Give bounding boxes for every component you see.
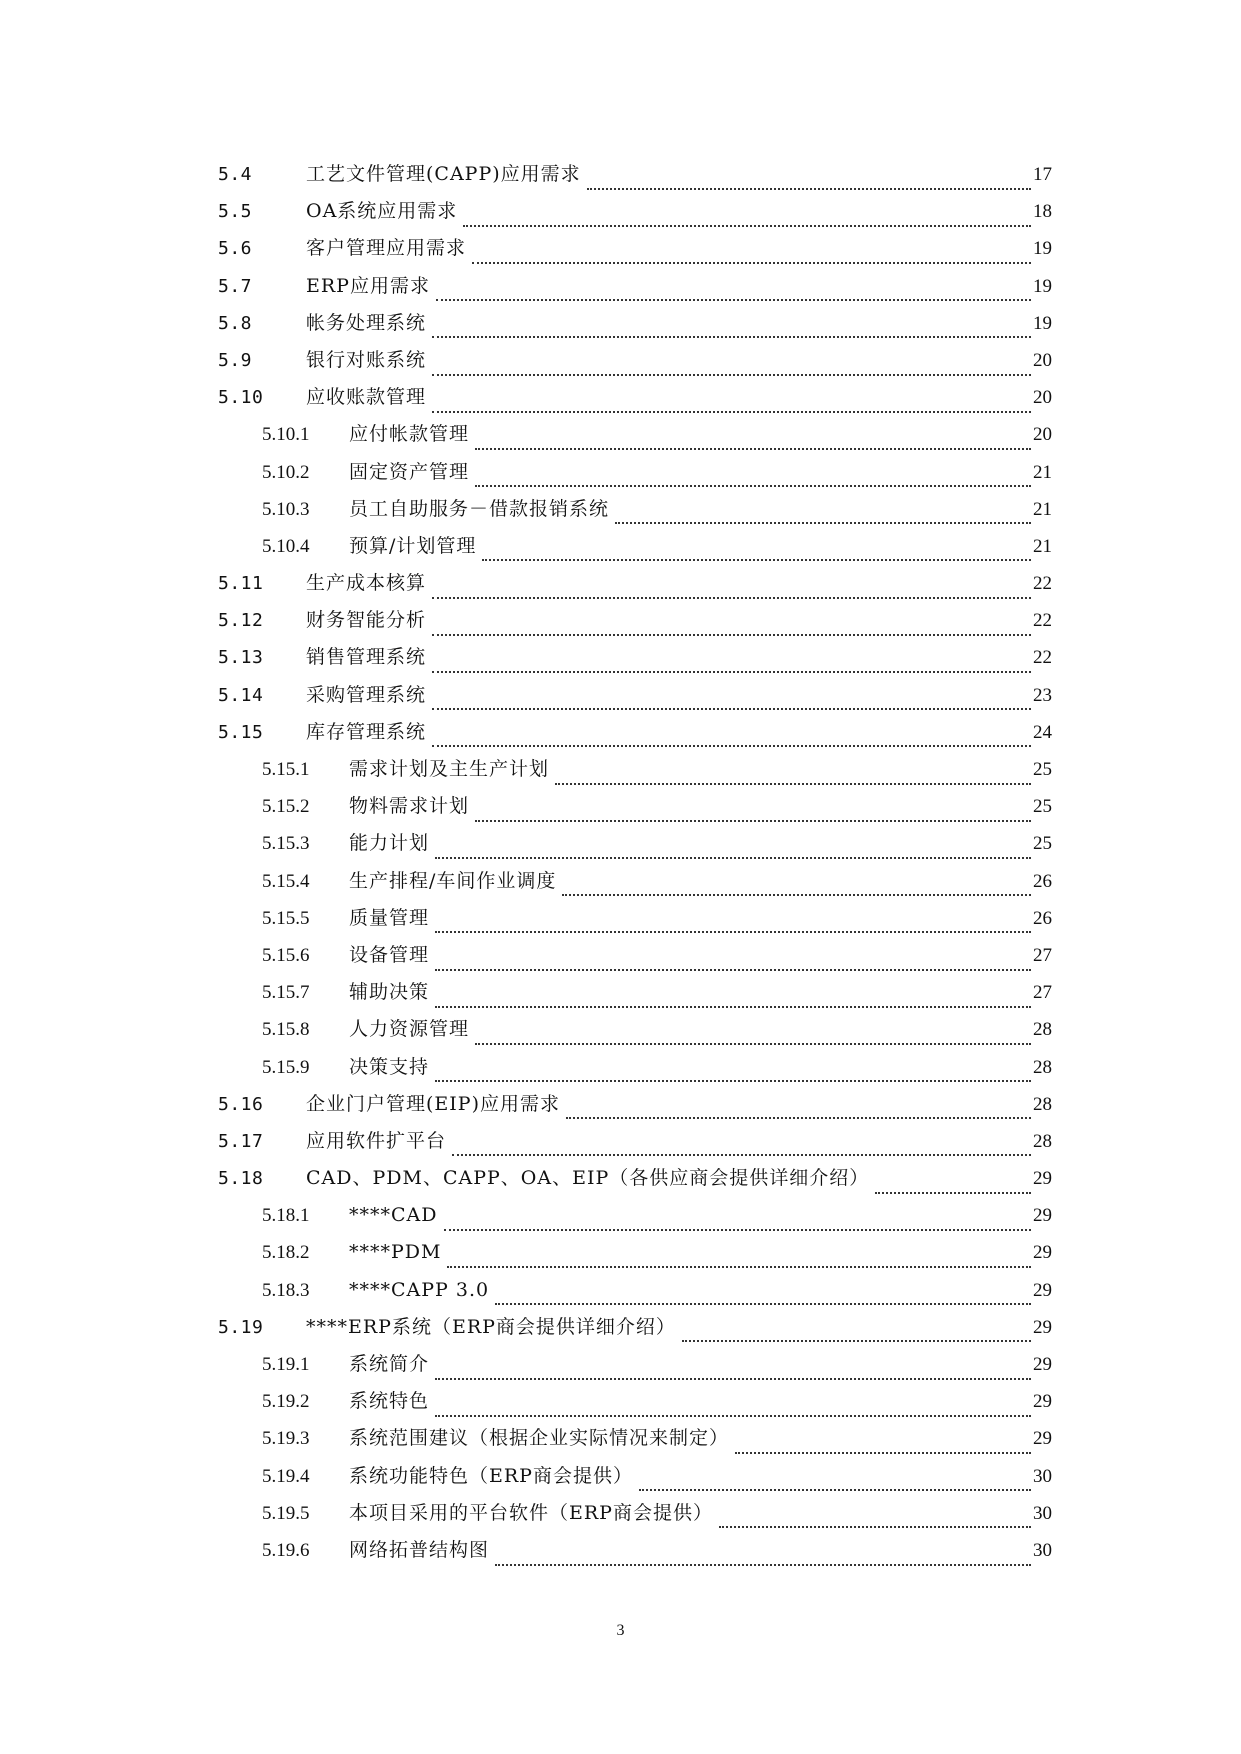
toc-entry-title: 决策支持 [349,1055,430,1078]
toc-entry-page: 22 [1033,610,1052,632]
toc-entry-title: 物料需求计划 [349,795,470,818]
toc-dot-leader [447,1248,1031,1268]
toc-dot-leader [432,579,1031,599]
toc-entry-title: 库存管理系统 [306,720,427,743]
toc-entry[interactable] [218,193,1052,230]
toc-entry-title: 系统简介 [349,1353,430,1375]
toc-entry[interactable] [218,937,1052,974]
toc-dot-leader [682,1322,1031,1342]
table-of-contents [218,156,1052,1569]
page-number: 3 [616,1622,625,1639]
toc-entry-page: 20 [1033,387,1052,409]
toc-entry-number: 5.8 [218,312,253,334]
toc-entry[interactable] [218,416,1052,453]
toc-entry-page: 25 [1033,796,1052,818]
toc-entry[interactable] [218,1420,1052,1457]
toc-dot-leader [875,1174,1031,1194]
toc-entry-number: 5.15.2 [262,796,310,818]
toc-entry-number: 5.14 [218,684,264,706]
toc-dot-leader [435,913,1031,933]
toc-entry-page: 25 [1033,833,1052,855]
toc-entry[interactable] [218,788,1052,825]
toc-dot-leader [435,951,1031,971]
toc-entry-number: 5.10.3 [262,498,310,520]
toc-entry-number: 5.10.1 [262,424,310,446]
toc-entry[interactable] [218,677,1052,714]
toc-entry-title: 客户管理应用需求 [306,237,467,260]
toc-entry-page: 21 [1033,498,1052,520]
toc-entry-number: 5.18.1 [262,1205,310,1227]
toc-entry-number: 5.5 [218,201,253,223]
toc-entry-title: 系统范围建议（根据企业实际情况来制定） [349,1427,730,1450]
toc-entry-number: 5.10.4 [262,535,310,557]
toc-dot-leader [432,653,1031,673]
toc-entry[interactable] [218,639,1052,676]
toc-dot-leader [432,393,1031,413]
toc-entry-page: 28 [1033,1056,1052,1078]
toc-dot-leader [475,802,1031,822]
toc-entry[interactable] [218,305,1052,342]
toc-entry-number: 5.9 [218,349,253,371]
toc-entry-title: 预算/计划管理 [349,534,477,557]
toc-entry-number: 5.19.2 [262,1391,310,1413]
toc-entry[interactable] [218,602,1052,639]
toc-entry-page: 29 [1033,1205,1052,1227]
toc-dot-leader [432,690,1031,710]
toc-entry-number: 5.15 [218,721,264,743]
toc-entry-title: 应收账款管理 [306,386,427,409]
toc-entry-page: 27 [1033,982,1052,1004]
toc-entry-page: 20 [1033,349,1052,371]
toc-dot-leader [435,1062,1031,1082]
toc-entry-title: 应付帐款管理 [349,423,470,446]
toc-dot-leader [482,541,1031,561]
toc-entry[interactable] [218,974,1052,1011]
toc-entry[interactable] [218,1532,1052,1569]
toc-entry-page: 30 [1033,1539,1052,1561]
toc-entry-number: 5.4 [218,164,253,185]
toc-entry-title: CAD、PDM、CAPP、OA、EIP（各供应商会提供详细介绍） [306,1167,870,1190]
toc-entry[interactable] [218,268,1052,305]
toc-entry-page: 19 [1033,275,1052,297]
toc-entry-title: OA系统应用需求 [306,200,458,223]
toc-entry-title: 财务智能分析 [306,609,427,632]
toc-dot-leader [587,170,1031,190]
toc-entry-page: 25 [1033,759,1052,780]
toc-dot-leader [452,1136,1031,1156]
toc-dot-leader [463,207,1031,227]
toc-entry[interactable] [218,1123,1052,1160]
toc-entry-number: 5.19.5 [262,1502,310,1524]
toc-entry-number: 5.15.8 [262,1019,310,1041]
toc-dot-leader [615,504,1031,524]
toc-entry-number: 5.7 [218,275,253,297]
toc-dot-leader [435,1397,1031,1417]
toc-dot-leader [735,1434,1031,1454]
toc-entry-title: ****CAPP 3.0 [349,1278,490,1301]
toc-entry[interactable] [218,454,1052,491]
toc-dot-leader [444,1211,1032,1231]
toc-entry-number: 5.10 [218,387,264,409]
toc-entry-title: 应用软件扩平台 [306,1129,447,1152]
toc-entry-number: 5.18.2 [262,1242,310,1264]
toc-entry[interactable] [218,1346,1052,1383]
toc-dot-leader [495,1285,1031,1305]
toc-dot-leader [639,1471,1031,1491]
toc-entry-title: ****ERP系统（ERP商会提供详细介绍） [306,1315,676,1338]
toc-dot-leader [435,839,1031,859]
toc-entry-title: 质量管理 [349,906,430,929]
toc-entry-number: 5.11 [218,573,264,595]
toc-dot-leader [432,356,1031,376]
toc-entry[interactable] [218,714,1052,751]
toc-entry-title: 系统特色 [349,1390,430,1413]
toc-entry-number: 5.13 [218,647,264,669]
toc-entry-title: 银行对账系统 [306,348,427,371]
toc-entry-title: 设备管理 [349,943,430,966]
toc-entry[interactable] [218,1234,1052,1271]
toc-entry-page: 24 [1033,721,1052,743]
toc-entry-page: 19 [1033,312,1052,334]
toc-entry-title: ****PDM [349,1241,442,1264]
toc-entry[interactable] [218,900,1052,937]
toc-entry-number: 5.15.4 [262,870,310,892]
toc-entry-number: 5.6 [218,238,253,260]
toc-entry-page: 23 [1033,684,1052,706]
toc-entry-page: 26 [1033,907,1052,929]
toc-dot-leader [562,876,1031,896]
toc-entry[interactable] [218,156,1052,193]
toc-entry[interactable] [218,863,1052,900]
toc-entry-number: 5.10.2 [262,461,310,483]
toc-entry-number: 5.19.3 [262,1428,310,1450]
toc-entry-title: 生产排程/车间作业调度 [349,869,557,892]
toc-entry-number: 5.18 [218,1168,264,1190]
toc-entry-number: 5.19 [218,1316,264,1338]
toc-dot-leader [475,467,1031,487]
toc-dot-leader [432,727,1031,747]
toc-entry-page: 17 [1033,164,1052,185]
toc-dot-leader [555,765,1031,785]
toc-entry[interactable] [218,1309,1052,1346]
toc-entry-page: 29 [1033,1316,1052,1338]
toc-entry[interactable] [218,491,1052,528]
toc-entry-title: 系统功能特色（ERP商会提供） [349,1464,633,1487]
toc-entry[interactable] [218,1049,1052,1086]
toc-dot-leader [566,1099,1031,1119]
toc-entry[interactable] [218,825,1052,862]
toc-dot-leader [472,244,1031,264]
toc-entry-title: 生产成本核算 [306,572,427,595]
toc-entry-title: 采购管理系统 [306,683,427,706]
toc-entry[interactable] [218,565,1052,602]
toc-entry-page: 30 [1033,1465,1052,1487]
toc-entry[interactable] [218,1383,1052,1420]
toc-entry-page: 29 [1033,1168,1052,1190]
toc-entry-number: 5.15.3 [262,833,310,855]
toc-entry-page: 29 [1033,1242,1052,1264]
toc-entry-title: 本项目采用的平台软件（ERP商会提供） [349,1501,713,1524]
toc-entry[interactable] [218,751,1052,788]
toc-entry-page: 18 [1033,201,1052,223]
toc-entry[interactable] [218,1160,1052,1197]
toc-entry-number: 5.17 [218,1130,264,1152]
toc-entry[interactable] [218,1272,1052,1309]
toc-dot-leader [435,1360,1031,1380]
toc-entry-title: ****CAD [349,1204,438,1227]
toc-dot-leader [435,988,1031,1008]
toc-entry-title: 帐务处理系统 [306,311,427,334]
toc-entry-page: 29 [1033,1428,1052,1450]
toc-entry[interactable] [218,230,1052,267]
toc-entry-page: 29 [1033,1354,1052,1375]
toc-entry-page: 29 [1033,1279,1052,1301]
toc-entry-page: 27 [1033,944,1052,966]
toc-entry-title: 网络拓普结构图 [349,1538,490,1561]
toc-entry-page: 21 [1033,535,1052,557]
toc-entry-title: 人力资源管理 [349,1018,470,1041]
toc-entry[interactable] [218,528,1052,565]
toc-entry-title: 能力计划 [349,832,430,855]
toc-entry-page: 22 [1033,647,1052,669]
toc-entry-title: 工艺文件管理(CAPP)应用需求 [306,163,581,185]
toc-entry-page: 19 [1033,238,1052,260]
toc-entry[interactable] [218,342,1052,379]
toc-entry-page: 29 [1033,1391,1052,1413]
toc-entry-number: 5.19.4 [262,1465,310,1487]
toc-entry-title: 需求计划及主生产计划 [349,758,550,780]
toc-entry-number: 5.15.9 [262,1056,310,1078]
toc-entry-page: 28 [1033,1093,1052,1115]
toc-dot-leader [495,1546,1031,1566]
toc-entry-number: 5.12 [218,610,264,632]
toc-dot-leader [719,1508,1031,1528]
toc-entry-title: 企业门户管理(EIP)应用需求 [306,1092,560,1115]
toc-entry-number: 5.16 [218,1093,264,1115]
toc-entry-number: 5.19.1 [262,1354,310,1375]
toc-entry-title: 辅助决策 [349,981,430,1004]
toc-entry-title: 销售管理系统 [306,646,427,669]
toc-entry-number: 5.18.3 [262,1279,310,1301]
toc-entry-number: 5.15.7 [262,982,310,1004]
toc-entry[interactable] [218,1495,1052,1532]
toc-entry-title: ERP应用需求 [306,274,430,297]
toc-entry[interactable] [218,1086,1052,1123]
toc-entry-page: 26 [1033,870,1052,892]
toc-entry-number: 5.15.1 [262,759,310,780]
toc-entry-number: 5.19.6 [262,1539,310,1561]
toc-entry[interactable] [218,1011,1052,1048]
toc-entry-number: 5.15.5 [262,907,310,929]
toc-entry-page: 28 [1033,1019,1052,1041]
toc-entry[interactable] [218,379,1052,416]
toc-entry-page: 20 [1033,424,1052,446]
toc-entry-page: 21 [1033,461,1052,483]
toc-entry-number: 5.15.6 [262,944,310,966]
toc-entry[interactable] [218,1197,1052,1234]
toc-dot-leader [475,430,1031,450]
toc-entry-page: 22 [1033,573,1052,595]
toc-entry-title: 员工自助服务－借款报销系统 [349,497,610,520]
toc-entry[interactable] [218,1458,1052,1495]
toc-dot-leader [432,616,1031,636]
toc-dot-leader [432,318,1031,338]
toc-dot-leader [436,281,1031,301]
toc-dot-leader [475,1025,1031,1045]
toc-entry-page: 30 [1033,1502,1052,1524]
toc-entry-title: 固定资产管理 [349,460,470,483]
toc-entry-page: 28 [1033,1130,1052,1152]
